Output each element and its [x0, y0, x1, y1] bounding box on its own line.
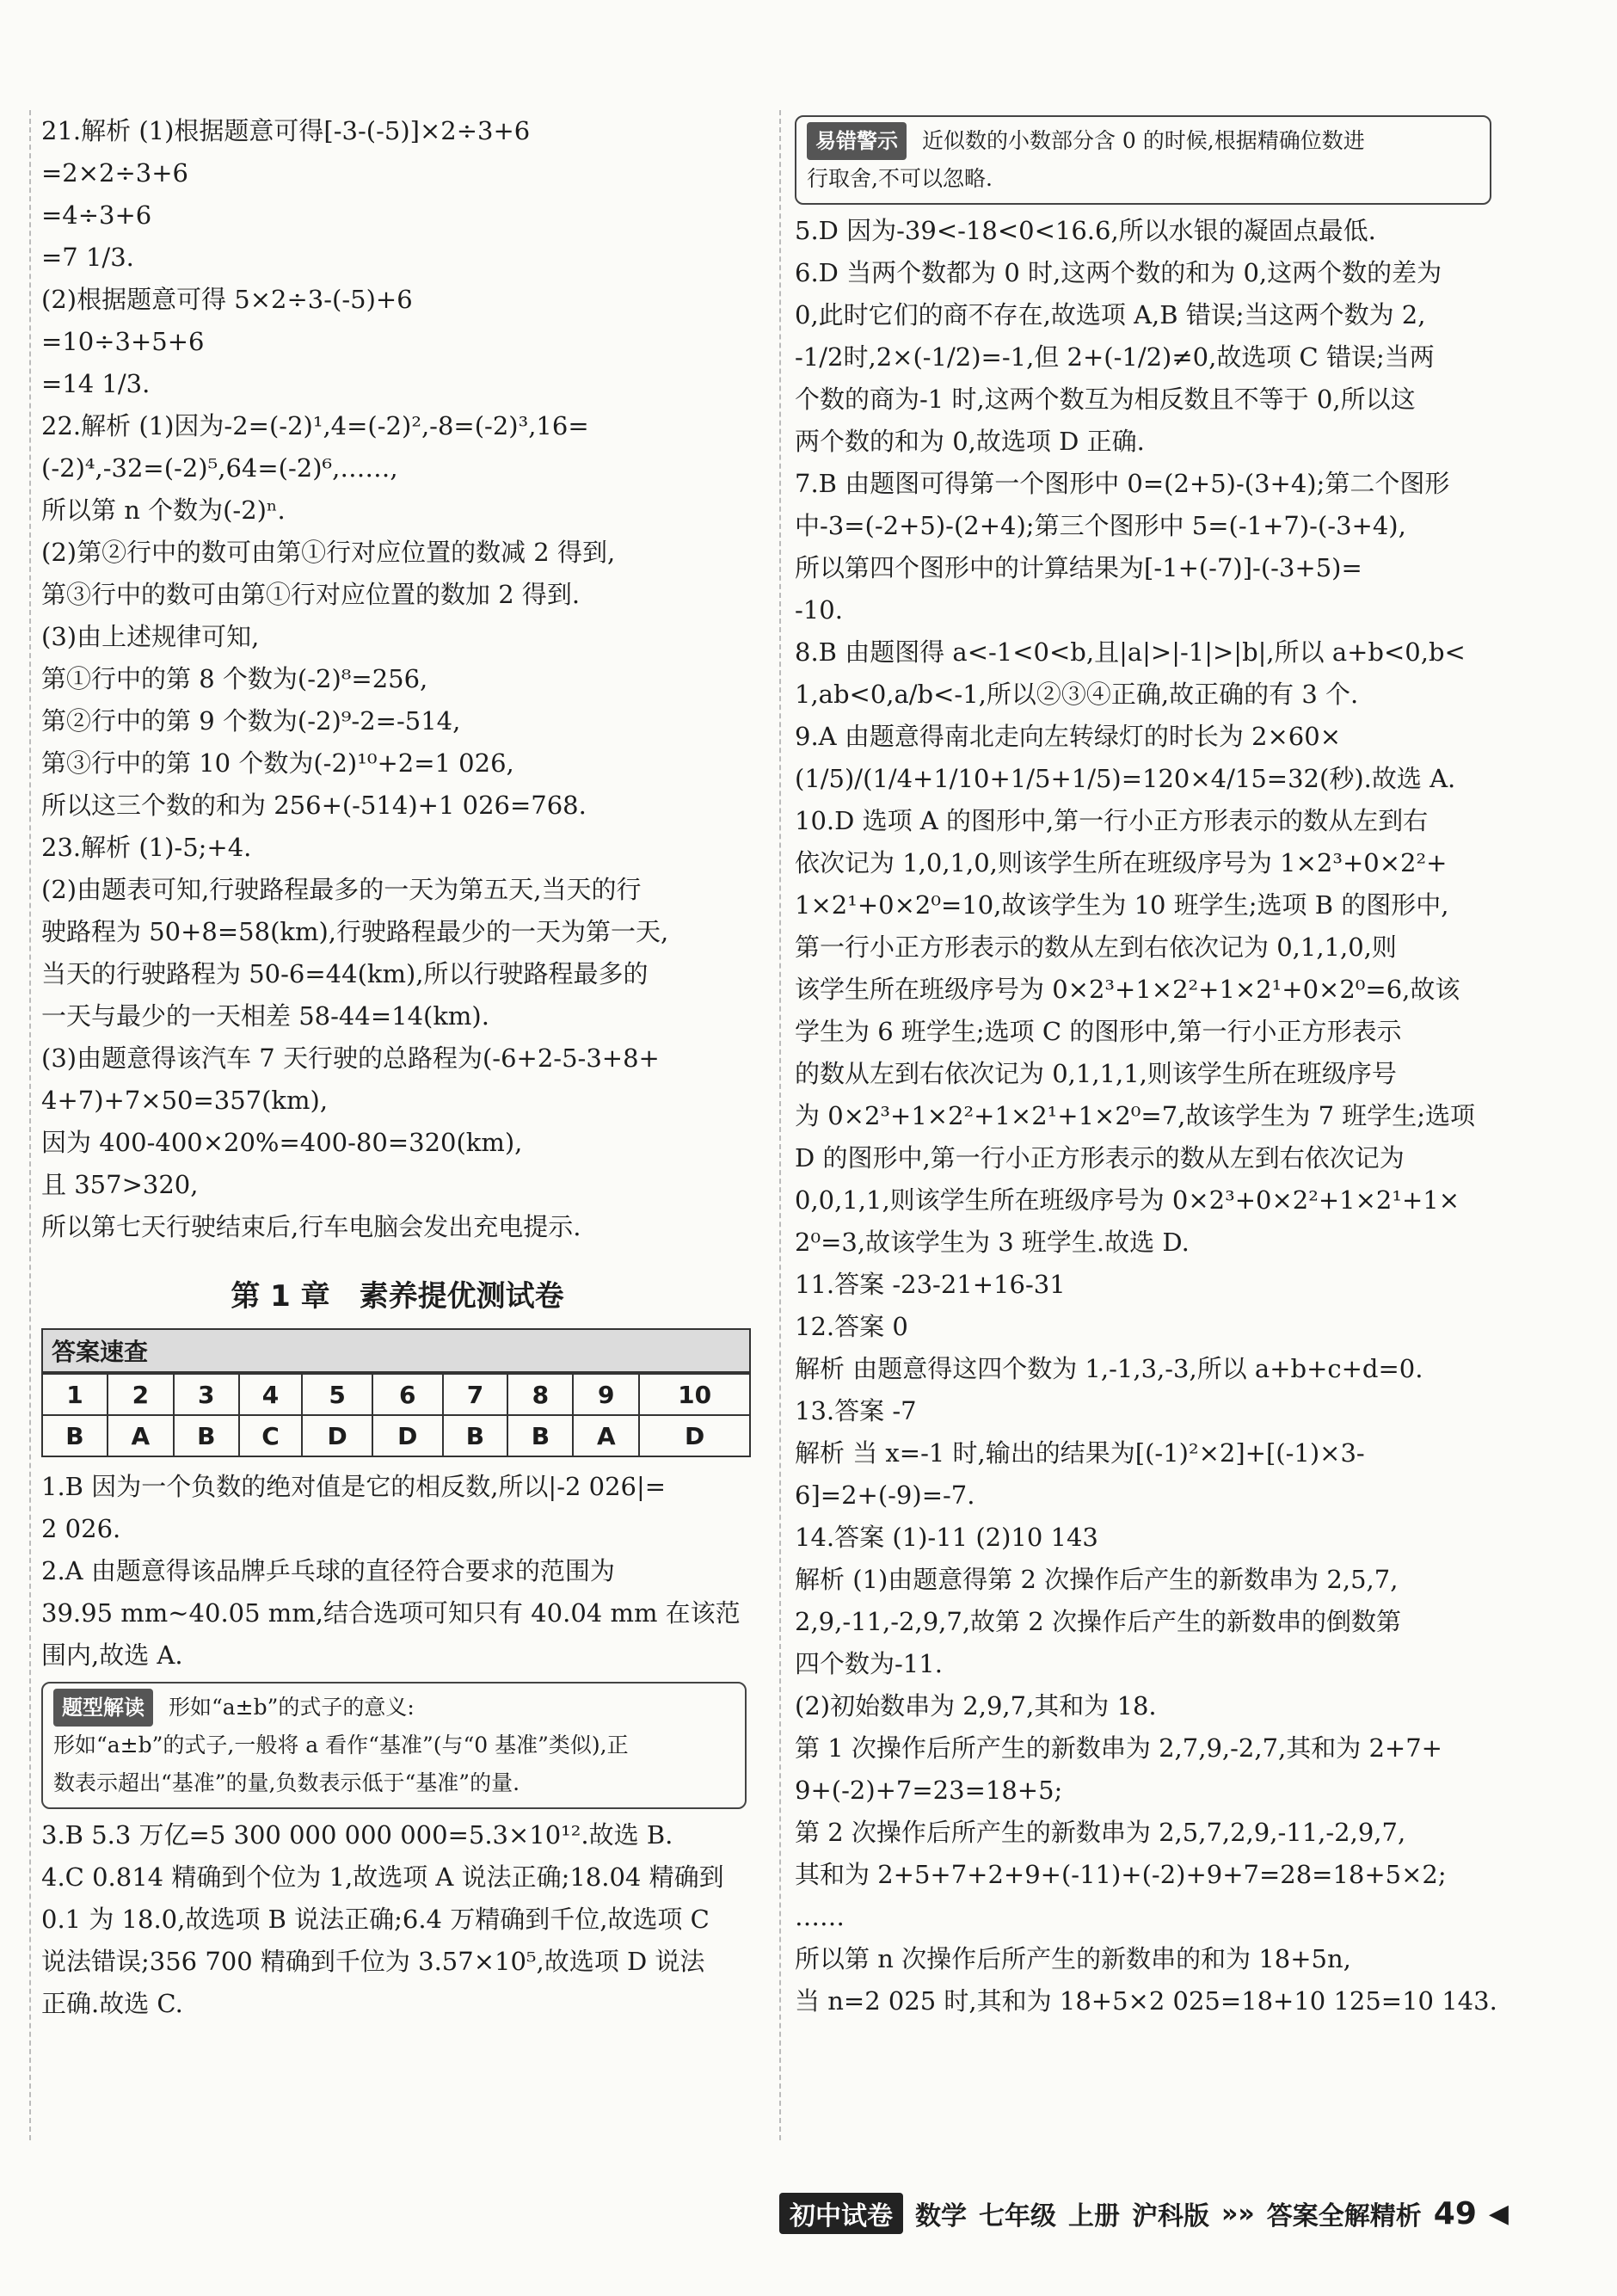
text-line: (2)第②行中的数可由第①行对应位置的数减 2 得到,	[41, 538, 616, 567]
text-line: 所以第七天行驶结束后,行车电脑会发出充电提示.	[41, 1212, 581, 1241]
text-line: 8.B 由题图得 a<-1<0<b,且|a|>|-1|>|b|,所以 a+b<0,b<	[795, 637, 1466, 667]
answer-number: 4	[239, 1374, 303, 1415]
text-line: D 的图形中,第一行小正方形表示的数从左到右依次记为	[795, 1143, 1405, 1173]
text-line: 中-3=(-2+5)-(2+4);第三个图形中 5=(-1+7)-(-3+4),	[795, 511, 1406, 540]
answer-number: 2	[108, 1374, 174, 1415]
note-line: 近似数的小数部分含 0 的时候,根据精确位数进	[921, 128, 1365, 153]
page-number-marker-icon: ◀	[1488, 2198, 1509, 2229]
text-line: =4÷3+6	[41, 200, 152, 230]
text-line: 2⁰=3,故该学生为 3 班学生.故选 D.	[795, 1228, 1190, 1257]
text-line: 0.1 为 18.0,故选项 B 说法正确;6.4 万精确到千位,故选项 C	[41, 1905, 710, 1934]
text-line: 其和为 2+5+7+2+9+(-11)+(-2)+9+7=28=18+5×2;	[795, 1860, 1447, 1889]
text-line: 10.D 选项 A 的图形中,第一行小正方形表示的数从左到右	[795, 806, 1429, 835]
text-line: 所以这三个数的和为 256+(-514)+1 026=768.	[41, 791, 587, 820]
text-line: 第②行中的第 9 个数为(-2)⁹-2=-514,	[41, 706, 461, 736]
text-line: 9.A 由题意得南北走向左转绿灯的时长为 2×60×	[795, 722, 1341, 751]
answer-choice: D	[639, 1415, 750, 1456]
answer-number: 8	[507, 1374, 573, 1415]
answer-table-header: 答案速查	[41, 1328, 751, 1373]
text-line: 13.答案 -7	[795, 1396, 917, 1425]
text-line: 3.B 5.3 万亿=5 300 000 000 000=5.3×10¹².故选 B.	[41, 1820, 673, 1850]
answer-choice: A	[108, 1415, 174, 1456]
text-line: (1/5)/(1/4+1/10+1/5+1/5)=120×4/15=32(秒).故选 A.	[795, 764, 1456, 793]
text-line: (3)由上述规律可知,	[41, 622, 260, 651]
text-line: 且 357>320,	[41, 1170, 199, 1199]
answer-choice: C	[239, 1415, 303, 1456]
text-line: 四个数为-11.	[795, 1649, 943, 1678]
text-line: 个数的商为-1 时,这两个数互为相反数且不等于 0,所以这	[795, 385, 1416, 414]
answer-number: 1	[42, 1374, 108, 1415]
chapter-title: 第 1 章 素养提优测试卷	[231, 1279, 564, 1314]
note-line: 数表示超出“基准”的量,负数表示低于“基准”的量.	[53, 1770, 520, 1795]
footer-term: 上册	[1068, 2201, 1120, 2231]
text-line: 5.D 因为-39<-18<0<16.6,所以水银的凝固点最低.	[795, 216, 1376, 245]
text-line: 11.答案 -23-21+16-31	[795, 1270, 1066, 1299]
text-line: 当 n=2 025 时,其和为 18+5×2 025=18+10 125=10 143.	[795, 1986, 1497, 2016]
footer-brand: 初中试卷	[779, 2193, 903, 2234]
footer-arrows: »»	[1221, 2198, 1255, 2229]
text-line: 6.D 当两个数都为 0 时,这两个数的和为 0,这两个数的差为	[795, 258, 1442, 287]
note-line: 形如“a±b”的式子,一般将 a 看作“基准”(与“0 基准”类似),正	[53, 1733, 629, 1757]
right-column	[779, 110, 1505, 2140]
note-title: 题型解读	[53, 1689, 153, 1727]
text-line: 第 2 次操作后所产生的新数串为 2,5,7,2,9,-11,-2,9,7,	[795, 1818, 1406, 1847]
text-line: 解析 由题意得这四个数为 1,-1,3,-3,所以 a+b+c+d=0.	[795, 1354, 1423, 1383]
note-error-warning	[795, 115, 1491, 205]
text-line: 学生为 6 班学生;选项 C 的图形中,第一行小正方形表示	[795, 1017, 1402, 1046]
text-line: 的数从左到右依次记为 0,1,1,1,则该学生所在班级序号	[795, 1059, 1397, 1088]
answer-number: 3	[174, 1374, 239, 1415]
text-line: (2)由题表可知,行驶路程最多的一天为第五天,当天的行	[41, 875, 642, 904]
text-line: 2.A 由题意得该品牌乒乓球的直径符合要求的范围为	[41, 1556, 615, 1585]
text-line: 12.答案 0	[795, 1312, 908, 1341]
page-number: 49	[1433, 2195, 1477, 2231]
text-line: 4.C 0.814 精确到个位为 1,故选项 A 说法正确;18.04 精确到	[41, 1862, 724, 1892]
text-line: 0,此时它们的商不存在,故选项 A,B 错误;当这两个数为 2,	[795, 300, 1426, 329]
answer-choice: B	[42, 1415, 108, 1456]
text-line: (2)根据题意可得 5×2÷3-(-5)+6	[41, 285, 413, 314]
text-line: 2 026.	[41, 1514, 121, 1543]
text-line: 第一行小正方形表示的数从左到右依次记为 0,1,1,0,则	[795, 933, 1397, 962]
note-title: 易错警示	[807, 122, 907, 160]
answer-choice: B	[174, 1415, 239, 1456]
text-line: 所以第 n 个数为(-2)ⁿ.	[41, 496, 286, 525]
note-question-type	[41, 1682, 747, 1809]
text-line: 22.解析 (1)因为-2=(-2)¹,4=(-2)²,-8=(-2)³,16=	[41, 411, 589, 440]
answer-table	[41, 1373, 751, 1457]
text-line: 2,9,-11,-2,9,7,故第 2 次操作后产生的新数串的倒数第	[795, 1607, 1401, 1636]
footer-series: 答案全解精析	[1266, 2201, 1422, 2231]
text-line: 围内,故选 A.	[41, 1640, 183, 1670]
text-line: (2)初始数串为 2,9,7,其和为 18.	[795, 1691, 1157, 1720]
text-line: 解析 (1)由题意得第 2 次操作后产生的新数串为 2,5,7,	[795, 1565, 1399, 1594]
footer-subject: 数学	[915, 2201, 967, 2231]
text-line: 说法错误;356 700 精确到千位为 3.57×10⁵,故选项 D 说法	[41, 1947, 705, 1976]
text-line: 6]=2+(-9)=-7.	[795, 1480, 975, 1510]
answer-choice: D	[372, 1415, 443, 1456]
answer-number: 5	[302, 1374, 372, 1415]
text-line: 依次记为 1,0,1,0,则该学生所在班级序号为 1×2³+0×2²+	[795, 848, 1448, 877]
answer-number: 6	[372, 1374, 443, 1415]
answer-choice: D	[302, 1415, 372, 1456]
left-lines-block-1	[41, 110, 753, 1248]
left-column	[29, 110, 753, 2140]
text-line: 1,ab<0,a/b<-1,所以②③④正确,故正确的有 3 个.	[795, 680, 1359, 709]
right-lines-block	[795, 210, 1505, 2022]
text-line: 23.解析 (1)-5;+4.	[41, 833, 252, 862]
text-line: 第 1 次操作后所产生的新数串为 2,7,9,-2,7,其和为 2+7+	[795, 1733, 1442, 1763]
left-lines-block-2	[41, 1466, 753, 1677]
text-line: 所以第四个图形中的计算结果为[-1+(-7)]-(-3+5)=	[795, 553, 1362, 582]
text-line: 一天与最少的一天相差 58-44=14(km).	[41, 1001, 489, 1031]
answer-number: 7	[443, 1374, 508, 1415]
page-footer	[779, 2192, 1510, 2235]
text-line: -1/2时,2×(-1/2)=-1,但 2+(-1/2)≠0,故选项 C 错误;当两	[795, 342, 1435, 372]
answer-choice: A	[573, 1415, 639, 1456]
footer-edition: 沪科版	[1132, 2201, 1209, 2231]
text-line: 4+7)+7×50=357(km),	[41, 1086, 329, 1115]
text-line: ……	[795, 1902, 845, 1931]
text-line: 1×2¹+0×2⁰=10,故该学生为 10 班学生;选项 B 的图形中,	[795, 890, 1449, 920]
text-line: 39.95 mm~40.05 mm,结合选项可知只有 40.04 mm 在该范	[41, 1598, 741, 1628]
answer-number: 9	[573, 1374, 639, 1415]
answer-choice: B	[443, 1415, 508, 1456]
text-line: =7 1/3.	[41, 243, 134, 272]
text-line: =2×2÷3+6	[41, 158, 188, 188]
text-line: 为 0×2³+1×2²+1×2¹+1×2⁰=7,故该学生为 7 班学生;选项	[795, 1101, 1476, 1130]
text-line: -10.	[795, 595, 843, 625]
text-line: 两个数的和为 0,故选项 D 正确.	[795, 427, 1145, 456]
text-line: 7.B 由题图可得第一个图形中 0=(2+5)-(3+4);第二个图形	[795, 469, 1450, 498]
text-line: 第③行中的第 10 个数为(-2)¹⁰+2=1 026,	[41, 748, 514, 778]
text-line: (-2)⁴,-32=(-2)⁵,64=(-2)⁶,……,	[41, 453, 398, 483]
text-line: 解析 当 x=-1 时,输出的结果为[(-1)²×2]+[(-1)×3-	[795, 1438, 1365, 1468]
text-line: 正确.故选 C.	[41, 1989, 183, 2018]
text-line: 14.答案 (1)-11 (2)10 143	[795, 1523, 1098, 1552]
text-line: 因为 400-400×20%=400-80=320(km),	[41, 1128, 523, 1157]
text-line: 第③行中的数可由第①行对应位置的数加 2 得到.	[41, 580, 581, 609]
text-line: 9+(-2)+7=23=18+5;	[795, 1776, 1063, 1805]
answer-choice: B	[507, 1415, 573, 1456]
text-line: 0,0,1,1,则该学生所在班级序号为 0×2³+0×2²+1×2¹+1×	[795, 1185, 1460, 1215]
note-line: 行取舍,不可以忽略.	[807, 166, 993, 191]
text-line: 该学生所在班级序号为 0×2³+1×2²+1×2¹+0×2⁰=6,故该	[795, 975, 1460, 1004]
answer-number: 10	[639, 1374, 750, 1415]
footer-grade: 七年级	[979, 2201, 1056, 2231]
text-line: 1.B 因为一个负数的绝对值是它的相反数,所以|-2 026|=	[41, 1472, 667, 1501]
note-line: 形如“a±b”的式子的意义:	[168, 1695, 415, 1720]
text-line: 当天的行驶路程为 50-6=44(km),所以行驶路程最多的	[41, 959, 649, 988]
text-line: =14 1/3.	[41, 369, 151, 398]
left-lines-block-3	[41, 1814, 753, 2025]
text-line: =10÷3+5+6	[41, 327, 205, 356]
text-line: (3)由题意得该汽车 7 天行驶的总路程为(-6+2-5-3+8+	[41, 1043, 660, 1073]
text-line: 第①行中的第 8 个数为(-2)⁸=256,	[41, 664, 428, 693]
text-line: 驶路程为 50+8=58(km),行驶路程最少的一天为第一天,	[41, 917, 669, 946]
text-line: 21.解析 (1)根据题意可得[-3-(-5)]×2÷3+6	[41, 116, 531, 145]
text-line: 所以第 n 次操作后所产生的新数串的和为 18+5n,	[795, 1944, 1351, 1973]
